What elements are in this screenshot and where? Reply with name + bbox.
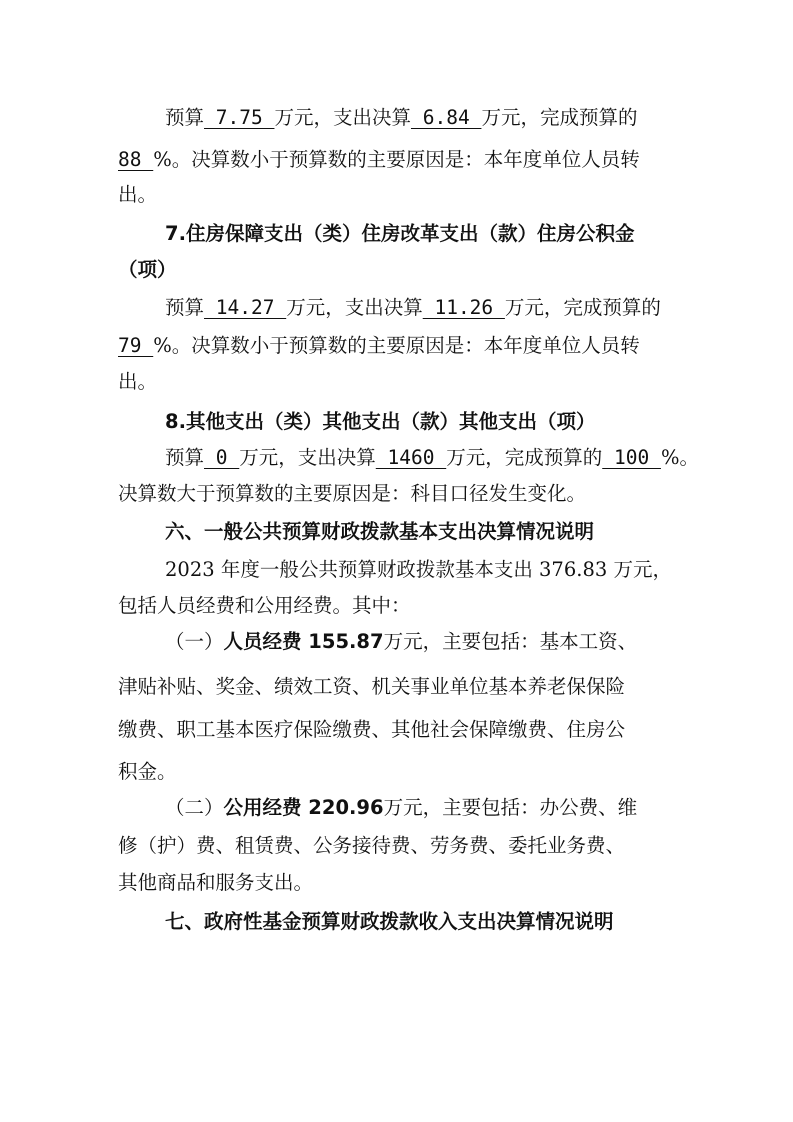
reason-text: %。决算数小于预算数的主要原因是：本年度单位人员转: [153, 148, 640, 171]
personnel-expense: 人员经费 155.87: [223, 630, 384, 653]
budget-value: 0: [204, 446, 240, 469]
label-rate: 万元，完成预算的: [504, 296, 661, 319]
actual-value: 1460: [375, 446, 447, 469]
label-budget: 预算: [165, 106, 205, 129]
actual-value: 6.84: [410, 106, 482, 129]
label-budget: 预算: [165, 446, 205, 469]
reason-text: %。决算数小于预算数的主要原因是：本年度单位人员转: [153, 334, 640, 357]
section6-intro-line2: 包括人员经费和公用经费。其中：: [118, 594, 411, 617]
label-actual: 万元，支出决算: [274, 106, 411, 129]
item7-heading-cont: （项）: [118, 258, 177, 281]
para-item7-line2: [118, 336, 640, 356]
para-s6-line1: [165, 108, 637, 128]
para-s6-line2: [118, 150, 640, 170]
label-actual: 万元，支出决算: [286, 296, 423, 319]
para-item8-line2: 决算数大于预算数的主要原因是：科目口径发生变化。: [118, 482, 587, 505]
rate-value: 79: [118, 334, 154, 357]
label-rate: 万元，完成预算的: [446, 446, 603, 469]
rate-value: 100: [602, 446, 661, 469]
reason-cont: 出。: [118, 370, 158, 393]
reason-cont: 出。: [118, 183, 158, 206]
list-marker: （一）: [165, 630, 224, 653]
public-para-line3: 其他商品和服务支出。: [118, 871, 314, 894]
label-rate: 万元，完成预算的: [481, 106, 638, 129]
public-desc: 万元，主要包括：办公费、维: [383, 796, 638, 819]
item7-heading: 7.住房保障支出（类）住房改革支出（款）住房公积金: [165, 222, 635, 245]
budget-value: 7.75: [204, 106, 275, 129]
para-s6-line3: [118, 185, 157, 205]
list-marker: （二）: [165, 796, 224, 819]
personnel-para-line3: 缴费、职工基本医疗保险缴费、其他社会保障缴费、住房公: [118, 718, 626, 741]
section6-heading: 六、一般公共预算财政拨款基本支出决算情况说明: [165, 520, 595, 543]
public-para-line2: 修（护）费、租赁费、公务接待费、劳务费、委托业务费、: [118, 834, 626, 857]
personnel-desc: 万元，主要包括：基本工资、: [383, 630, 638, 653]
item8-heading: 8.其他支出（类）其他支出（款）其他支出（项）: [165, 410, 596, 433]
actual-value: 11.26: [422, 296, 505, 319]
para-item7-line3: [118, 372, 157, 392]
section6-intro-line1: 2023 年度一般公共预算财政拨款基本支出 376.83 万元，: [165, 558, 672, 581]
para-item7-line1: [165, 298, 661, 318]
label-budget: 预算: [165, 296, 205, 319]
personnel-para-line2: 津贴补贴、奖金、绩效工资、机关事业单位基本养老保保险: [118, 675, 626, 698]
percent-sign: %。: [660, 446, 699, 469]
section7-heading: 七、政府性基金预算财政拨款收入支出决算情况说明: [165, 910, 614, 933]
personnel-para-line4: 积金。: [118, 760, 177, 783]
personnel-para-line1: [165, 632, 637, 652]
para-item8-line1: [165, 448, 699, 468]
public-para-line1: [165, 798, 637, 818]
rate-value: 88: [118, 148, 154, 171]
public-expense: 公用经费 220.96: [223, 796, 384, 819]
budget-value: 14.27: [204, 296, 287, 319]
label-actual: 万元，支出决算: [239, 446, 376, 469]
